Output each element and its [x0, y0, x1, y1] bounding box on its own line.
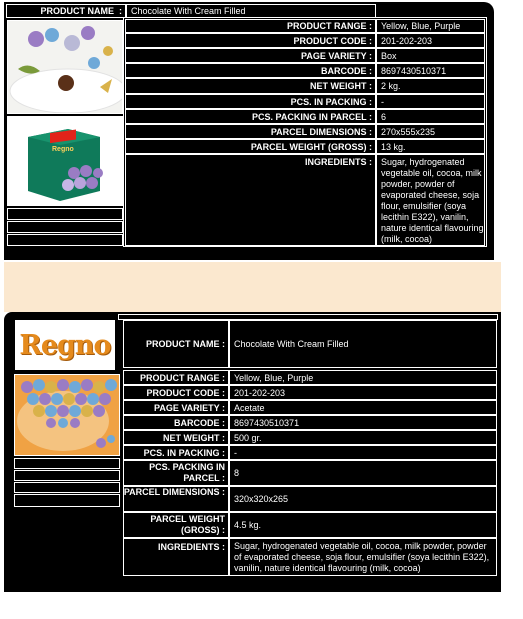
product-panel-2 [4, 312, 501, 592]
spec-label: PCS. IN PACKING : [125, 94, 376, 109]
spec-label: PRODUCT CODE : [123, 385, 229, 400]
spec-value: 500 gr. [229, 430, 497, 445]
brand-logo-text: Regno [19, 329, 111, 361]
spec-value: Box [376, 48, 485, 63]
spec-label: PARCEL WEIGHT (GROSS) : [125, 139, 376, 154]
spec-label: NET WEIGHT : [123, 430, 229, 445]
spec-label: PCS. PACKING IN PARCEL : [125, 109, 376, 124]
separator-band [4, 262, 501, 312]
spec-value: 8 [229, 460, 497, 486]
spec-value: Yellow, Blue, Purple [376, 19, 485, 33]
product-box-photo [7, 116, 123, 206]
spec-value: 201-202-203 [229, 385, 497, 400]
empty-cell [7, 234, 123, 246]
product-name-value: Chocolate With Cream Filled [229, 320, 497, 368]
spec-label: PRODUCT RANGE : [125, 19, 376, 33]
product-name-value: Chocolate With Cream Filled [126, 4, 376, 18]
spec-value: 320x320x265 [229, 486, 497, 512]
spec-label: PCS. IN PACKING : [123, 445, 229, 460]
product-photo [14, 374, 120, 456]
spec-label: PRODUCT CODE : [125, 33, 376, 48]
ingredients-value: Sugar, hydrogenated vegetable oil, cocoa, milk powder, powder of evaporated cheese, soja flour, emulsifier (soya lecithin E322), vanilin, nature identical flavouring (milk, cocoa) [376, 154, 485, 246]
empty-cell [14, 482, 120, 493]
spec-value: 8697430510371 [229, 415, 497, 430]
brand-logo [15, 320, 115, 370]
spec-value: 270x555x235 [376, 124, 485, 139]
spec-value: Acetate [229, 400, 497, 415]
empty-cell [7, 208, 123, 220]
empty-cell [7, 221, 123, 233]
spec-value: 2 kg. [376, 78, 485, 94]
product-box-image [8, 117, 122, 205]
ingredients-value: Sugar, hydrogenated vegetable oil, cocoa, milk powder, powder of evaporated cheese, soja flour, emulsifier (soya lecithin E322), vanilin, nature identical flavouring (milk, cocoa) [229, 538, 497, 576]
spec-label: PRODUCT RANGE : [123, 370, 229, 385]
spec-label: BARCODE : [123, 415, 229, 430]
product-name-label: PRODUCT NAME : [6, 4, 126, 18]
chocolates-bowl-image [15, 375, 119, 455]
ingredients-label: INGREDIENTS : [123, 538, 229, 576]
product-panel-1 [4, 2, 494, 260]
spec-value: 6 [376, 109, 485, 124]
empty-cell [14, 470, 120, 481]
spec-value: - [229, 445, 497, 460]
spec-label: PARCEL DIMENSIONS : [125, 124, 376, 139]
spec-label: PCS. PACKING IN PARCEL : [123, 460, 229, 486]
product-name-label: PRODUCT NAME : [123, 320, 229, 368]
empty-cell [14, 494, 120, 507]
spec-label: PAGE VARIETY : [123, 400, 229, 415]
spec-label: PARCEL WEIGHT (GROSS) : [123, 512, 229, 538]
spec-value: 13 kg. [376, 139, 485, 154]
svg-text:Regno: Regno [52, 146, 74, 153]
spec-value: 201-202-203 [376, 33, 485, 48]
spec-label: BARCODE : [125, 63, 376, 78]
product-photo [7, 20, 123, 114]
spec-value: - [376, 94, 485, 109]
spec-value: Yellow, Blue, Purple [229, 370, 497, 385]
ingredients-label: INGREDIENTS : [125, 154, 376, 246]
spec-label: PARCEL DIMENSIONS : [123, 486, 229, 512]
empty-cell [14, 458, 120, 469]
spec-value: 8697430510371 [376, 63, 485, 78]
chocolates-plate-image [8, 21, 122, 113]
spec-label: PAGE VARIETY : [125, 48, 376, 63]
spec-label: NET WEIGHT : [125, 78, 376, 94]
spec-value: 4.5 kg. [229, 512, 497, 538]
